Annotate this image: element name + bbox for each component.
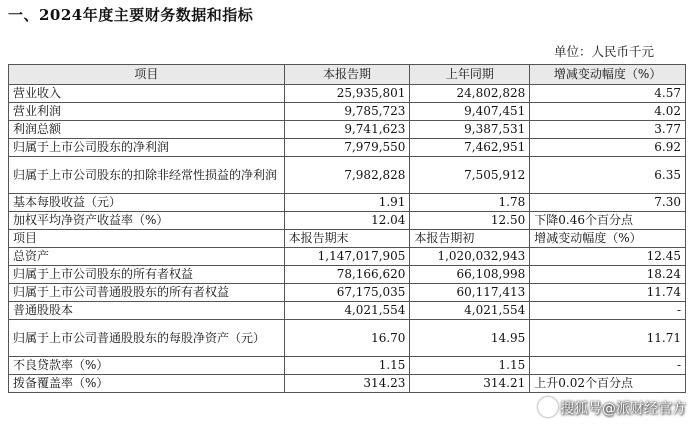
row-value-end: 4,021,554 <box>284 302 410 320</box>
table-row <box>9 121 686 139</box>
table-row <box>9 139 686 157</box>
table-row <box>9 266 686 284</box>
subheader-period-end: 本报告期末 <box>284 230 410 248</box>
row-value-change: 4.57 <box>530 85 686 103</box>
row-value-change: 3.77 <box>530 121 686 139</box>
row-label: 不良贷款率（%） <box>9 357 285 375</box>
table-row <box>9 85 686 103</box>
table-row <box>9 375 686 393</box>
table-row <box>9 212 686 230</box>
row-label: 基本每股收益（元） <box>9 194 285 212</box>
sohu-logo-icon <box>538 397 558 417</box>
row-value-current: 9,785,723 <box>284 103 410 121</box>
row-value-prior: 12.50 <box>410 212 530 230</box>
row-value-prior: 7,462,951 <box>410 139 530 157</box>
row-value-prior: 9,407,451 <box>410 103 530 121</box>
row-value-change: 7.30 <box>530 194 686 212</box>
row-value-change: 6.92 <box>530 139 686 157</box>
header-prior: 上年同期 <box>410 65 530 85</box>
subheader-item: 项目 <box>9 230 285 248</box>
table-row <box>9 103 686 121</box>
row-value-change: 下降0.46个百分点 <box>530 212 686 230</box>
row-value-prior: 9,387,531 <box>410 121 530 139</box>
row-label: 营业收入 <box>9 85 285 103</box>
table-row <box>9 194 686 212</box>
row-value-change: 6.35 <box>530 157 686 194</box>
row-value-prior: 1.78 <box>410 194 530 212</box>
row-value-change: 上升0.02个百分点 <box>530 375 686 393</box>
row-value-change: - <box>530 357 686 375</box>
table-row <box>9 248 686 266</box>
row-value-current: 7,979,550 <box>284 139 410 157</box>
row-value-start: 1.15 <box>410 357 530 375</box>
financial-table <box>8 64 686 393</box>
row-label: 总资产 <box>9 248 285 266</box>
row-value-end: 16.70 <box>284 320 410 357</box>
row-value-current: 25,935,801 <box>284 85 410 103</box>
table-row <box>9 157 686 194</box>
row-value-current: 7,982,828 <box>284 157 410 194</box>
header-change: 增减变动幅度（%） <box>530 65 686 85</box>
row-label: 归属于上市公司股东的净利润 <box>9 139 285 157</box>
row-value-change: - <box>530 302 686 320</box>
row-value-change: 11.71 <box>530 320 686 357</box>
row-label: 拨备覆盖率（%） <box>9 375 285 393</box>
row-value-change: 4.02 <box>530 103 686 121</box>
table-subheader-row <box>9 230 686 248</box>
row-label: 加权平均净资产收益率（%） <box>9 212 285 230</box>
table-row <box>9 302 686 320</box>
row-label: 归属于上市公司普通股股东的每股净资产（元） <box>9 320 285 357</box>
watermark-text: 搜狐号@派财经官方 <box>560 401 686 417</box>
row-value-start: 66,108,998 <box>410 266 530 284</box>
row-label: 营业利润 <box>9 103 285 121</box>
unit-label: 单位：人民币千元 <box>553 44 654 59</box>
row-value-start: 4,021,554 <box>410 302 530 320</box>
row-value-end: 1,147,017,905 <box>284 248 410 266</box>
row-value-current: 1.91 <box>284 194 410 212</box>
row-value-prior: 24,802,828 <box>410 85 530 103</box>
row-label: 利润总额 <box>9 121 285 139</box>
table-row <box>9 357 686 375</box>
row-value-end: 67,175,035 <box>284 284 410 302</box>
table-row <box>9 320 686 357</box>
row-value-start: 14.95 <box>410 320 530 357</box>
row-value-start: 1,020,032,943 <box>410 248 530 266</box>
row-label: 归属于上市公司股东的扣除非经常性损益的净利润 <box>9 157 285 194</box>
watermark <box>538 397 686 418</box>
row-label: 普通股股本 <box>9 302 285 320</box>
row-value-end: 1.15 <box>284 357 410 375</box>
subheader-change: 增减变动幅度（%） <box>530 230 686 248</box>
page-title: 一、2024年度主要财务数据和指标 <box>8 6 254 24</box>
row-value-start: 60,117,413 <box>410 284 530 302</box>
row-value-start: 314.21 <box>410 375 530 393</box>
row-value-end: 78,166,620 <box>284 266 410 284</box>
table-row <box>9 284 686 302</box>
header-current: 本报告期 <box>284 65 410 85</box>
row-value-current: 12.04 <box>284 212 410 230</box>
row-label: 归属于上市公司普通股股东的所有者权益 <box>9 284 285 302</box>
row-value-current: 9,741,623 <box>284 121 410 139</box>
row-label: 归属于上市公司股东的所有者权益 <box>9 266 285 284</box>
row-value-end: 314.23 <box>284 375 410 393</box>
header-item: 项目 <box>9 65 285 85</box>
row-value-change: 11.74 <box>530 284 686 302</box>
row-value-change: 18.24 <box>530 266 686 284</box>
row-value-change: 12.45 <box>530 248 686 266</box>
subheader-period-start: 本报告期初 <box>410 230 530 248</box>
row-value-prior: 7,505,912 <box>410 157 530 194</box>
table-header-row <box>9 65 686 85</box>
